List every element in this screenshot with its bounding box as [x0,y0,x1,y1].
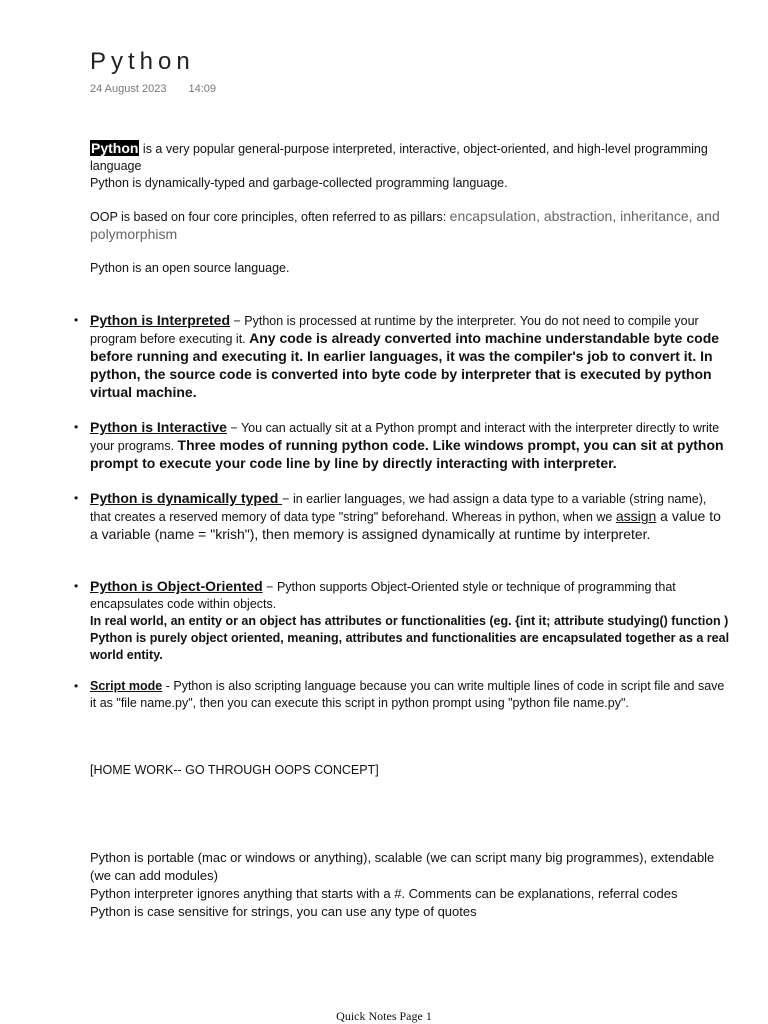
list-item-oop: • Python is Object-Oriented − Python supports Object-Oriented style or technique of programming that encapsulates code within objects. In real world, an entity or an object has attributes or functionalities (eg. {int it; attribute studying() function ) Python is purely object oriented, meaning, attributes and functionalities are encapsulated together as a real world entity. [90,578,730,664]
open-source-line: Python is an open source language. [90,261,290,275]
bullet-heading: Python is Interactive [90,419,227,435]
list-item-dynamic: • Python is dynamically typed − in earlier languages, we had assign a data type to a variable (string name), that creates a reserved memory of data type "string" beforehand. Whereas in python, when we assign a value to a variable (name = "krish"), then memory is assigned dynamically at runtime by interpreter. [90,490,730,544]
bullet-heading: Python is Object-Oriented [90,578,263,594]
python-highlight: Python [91,140,139,156]
note-time: 14:09 [188,83,216,95]
note-date: 24 August 2023 [90,83,167,95]
homework-note: [HOME WORK-- GO THROUGH OOPS CONCEPT] [90,763,379,777]
bullet-heading: Python is dynamically typed [90,490,283,506]
bullet-heading: Python is Interpreted [90,312,231,328]
oop-pillars: encapsulation, abstraction, inheritance, and polymorphism [90,208,720,242]
closing-line-3: Python is case sensitive for strings, you can use any type of quotes [90,904,477,919]
note-content [90,140,730,921]
closing-line-2: Python interpreter ignores anything that starts with a #. Comments can be explanations, referral codes [90,886,678,901]
note-timestamp [90,83,216,95]
closing-line-1: Python is portable (mac or windows or anything), scalable (we can script many big programmes), extendable (we can add modules) [90,850,715,883]
list-item-interactive: • Python is Interactive − You can actually sit at a Python prompt and interact with the interpreter directly to write your programs. Three modes of running python code. Like windows prompt, you can sit at python prompt to execute your code line by line by directly interacting with interpreter. [90,419,730,473]
intro-line-1: Python is a very popular general-purpose interpreted, interactive, object-oriented, and high-level programming language [90,140,708,173]
page-title: Python [90,48,195,75]
list-item-interpreted: • Python is Interpreted − Python is processed at runtime by the interpreter. You do not need to compile your program before executing it. Any code is already converted into machine understandable byte code before running and executing it. In earlier languages, it was the compiler's job to convert it. In python, the source code is converted into byte code by interpreter that is executed by python virtual machine. [90,312,730,402]
intro-line-2: Python is dynamically-typed and garbage-collected programming language. [90,176,508,190]
bullet-heading: Script mode [90,679,163,693]
list-item-script-mode: • Script mode - Python is also scripting language because you can write multiple lines of code in script file and save it as "file name.py", then you can execute this script in python prompt using "python file name.py". [90,678,730,712]
page-footer: Quick Notes Page 1 [336,1009,432,1023]
feature-list [90,312,730,712]
oop-paragraph: OOP is based on four core principles, often referred to as pillars: encapsulation, abstraction, inheritance, and polymorphism [90,208,720,242]
